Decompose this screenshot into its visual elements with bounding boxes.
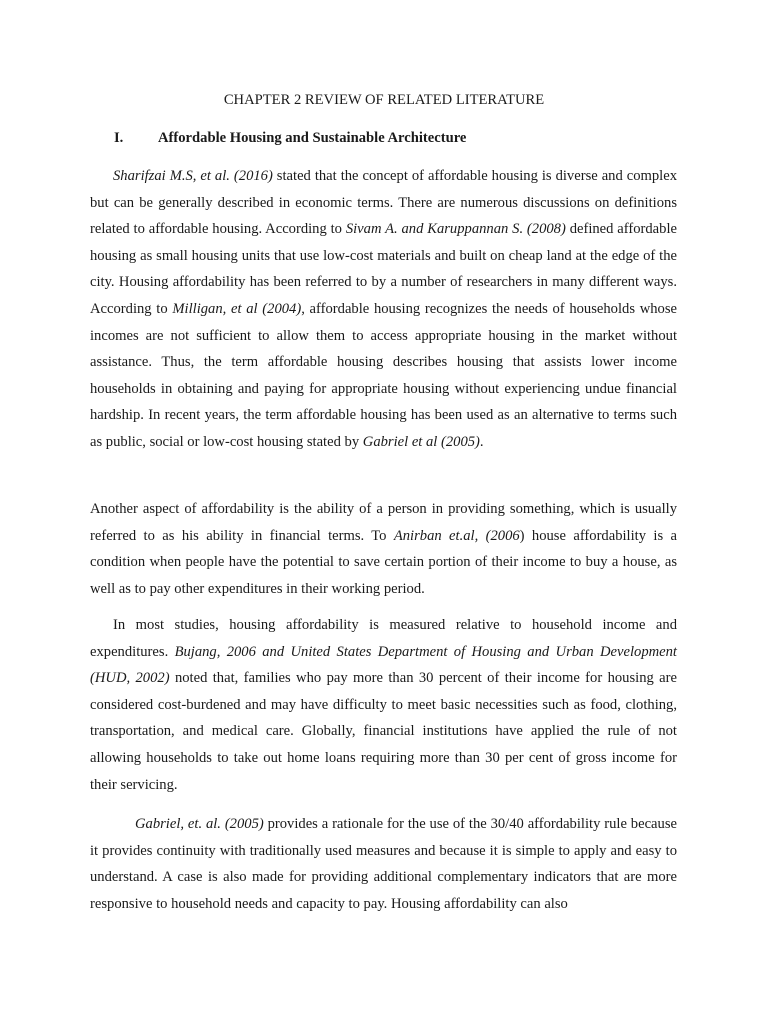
citation: Sharifzai M.S, et al. (2016) xyxy=(113,168,273,184)
paragraph-3 xyxy=(90,612,677,798)
paragraph-4 xyxy=(90,811,677,917)
paragraph-text: Another aspect of affordability is the ability of a person in providing something, which is usually referred to as his ability in financial terms. To xyxy=(90,501,677,544)
paragraph-text: In most studies, housing affordability is measured relative to household income and expenditures. xyxy=(90,617,677,660)
chapter-title: CHAPTER 2 REVIEW OF RELATED LITERATURE xyxy=(223,92,545,108)
paragraph-text: , affordable housing recognizes the needs of households whose incomes are not sufficient to allow them to access appropriate housing in the market without assistance. Thus, the term affordable housing describes housing that assists lower income households in obtaining and paying for appropriate housing without experiencing undue financial hardship. In recent years, the term affordable housing has been used as an alternative to terms such as public, social or low-cost housing stated by xyxy=(90,300,677,450)
citation: Bujang, 2006 and United States Department of Housing and Urban Development (HUD, 2002) xyxy=(90,643,677,687)
paragraph-text: . xyxy=(479,433,484,450)
paragraph-2 xyxy=(90,496,677,602)
paragraph-text: defined affordable housing as small housing units that use low-cost materials and built on cheap land at the edge of the city. Housing affordability has been referred to by a number of researchers in many different ways. According to xyxy=(90,221,677,317)
citation: Gabriel, et. al. (2005) xyxy=(135,816,264,832)
paragraph-text: stated that the concept of affordable housing is diverse and complex but can be generally described in economic terms. There are numerous discussions on definitions related to affordable housing. According to xyxy=(90,168,678,238)
paragraph-text: provides a rationale for the use of the 30/40 affordability rule because it provides continuity with traditionally used measures and because it is simple to apply and easy to understand. A case is also made for providing additional complementary indicators that are more responsive to household needs and capacity to pay. Housing affordability can also xyxy=(90,816,677,912)
citation: Gabriel et al (2005) xyxy=(362,433,480,450)
section-title: Affordable Housing and Sustainable Architecture xyxy=(158,130,467,146)
paragraph-1 xyxy=(90,163,677,456)
citation: Sivam A. and Karuppannan S. (2008) xyxy=(345,221,566,238)
section-number: I. xyxy=(114,130,124,146)
paragraph-text: ) house affordability is a condition when people have the potential to save certain portion of their income to buy a house, as well as to pay other expenditures in their working period. xyxy=(90,527,677,597)
citation: Milligan, et al (2004) xyxy=(172,300,302,317)
citation: Anirban et.al, (2006 xyxy=(393,527,520,544)
paragraph-text: noted that, families who pay more than 30 percent of their income for housing are considered cost-burdened and may have difficulty to meet basic necessities such as food, clothing, transportation, and medical care. Globally, financial institutions have applied the rule of not allowing households to take out home loans requiring more than 30 per cent of gross income for their servicing. xyxy=(90,670,677,793)
section-heading xyxy=(114,130,466,147)
